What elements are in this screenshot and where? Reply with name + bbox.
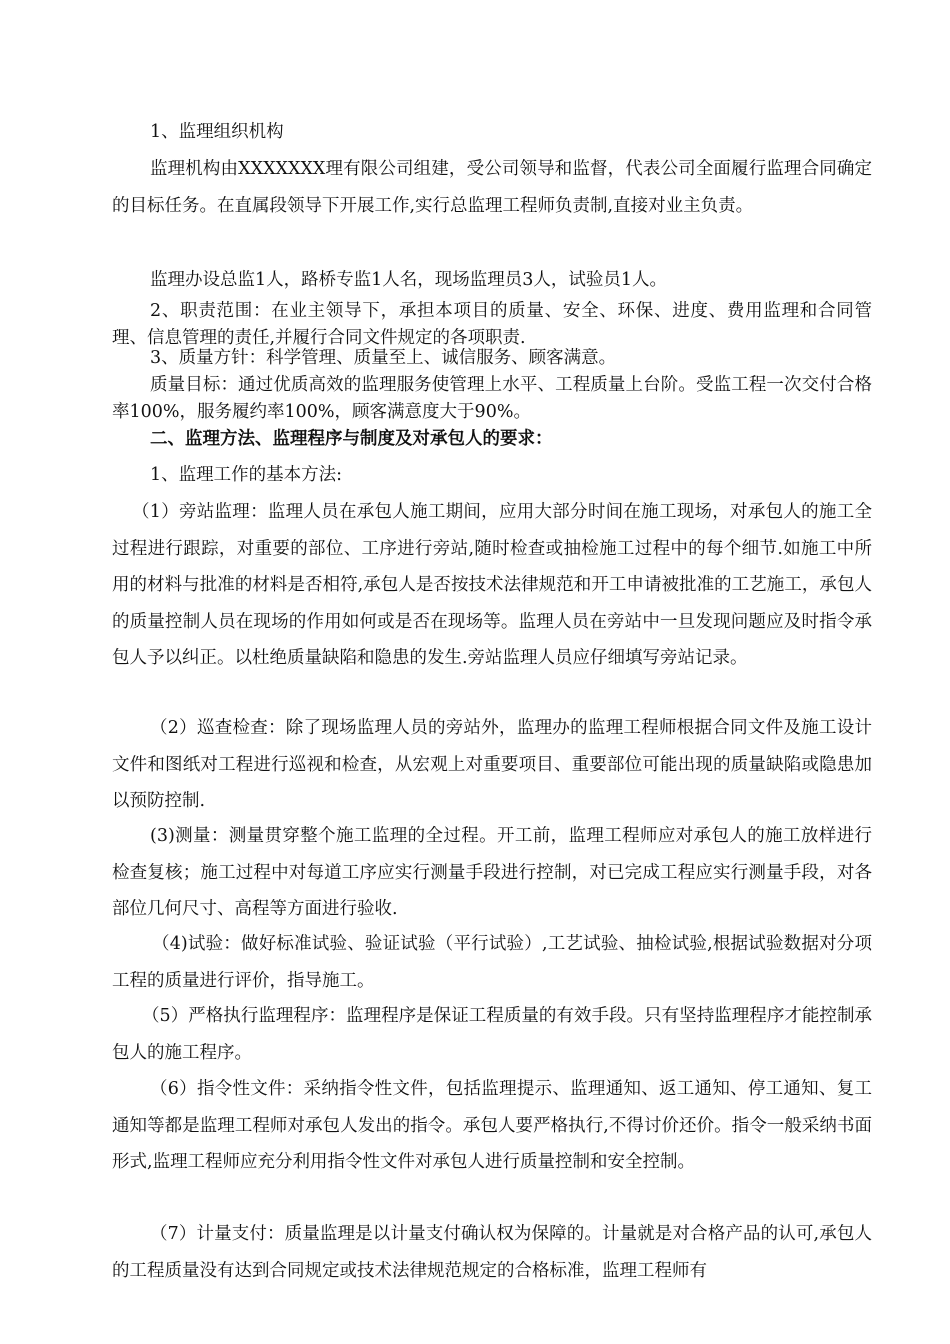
subheading-basic-methods: 1、监理工作的基本方法:: [150, 465, 343, 485]
paragraph-testing: （4)试验：做好标准试验、验证试验（平行试验）,工艺试验、抽检试验,根据试验数据对分项工程的质量进行评价，指导施工。: [112, 934, 872, 991]
paragraph-measurement-payment: （7）计量支付：质量监理是以计量支付确认权为保障的。计量就是对合格产品的认可,承包人的工程质量没有达到合同规定或技术法律规范规定的合格标准，监理工程师有: [112, 1224, 872, 1281]
paragraph-directives: （6）指令性文件：采纳指令性文件，包括监理提示、监理通知、返工通知、停工通知、复工通知等都是监理工程师对承包人发出的指令。承包人要严格执行,不得讨价还价。指令一般采纳书面形式,监理工程师应充分利用指令性文件对承包人进行质量控制和安全控制。: [112, 1079, 872, 1172]
paragraph-responsibilities: 2、职责范围：在业主领导下，承担本项目的质量、安全、环保、进度、费用监理和合同管理、信息管理的责任,并履行合同文件规定的各项职责.: [112, 301, 872, 348]
paragraph-survey: (3)测量：测量贯穿整个施工监理的全过程。开工前，监理工程师应对承包人的施工放样进行检查复核；施工过程中对每道工序应实行测量手段进行控制，对已完成工程应实行测量手段，对各部位几何尺寸、高程等方面进行验收.: [112, 826, 872, 919]
heading-organization: 1、监理组织机构: [150, 122, 284, 142]
paragraph-staffing: 监理办设总监1人，路桥专监1人名，现场监理员3人，试验员1人。: [150, 270, 668, 290]
paragraph-quality-policy: 3、质量方针：科学管理、质量至上、诚信服务、顾客满意。: [150, 348, 617, 368]
paragraph-quality-goals: 质量目标：通过优质高效的监理服务使管理上水平、工程质量上台阶。受监工程一次交付合格率100%，服务履约率100%，顾客满意度大于90%。: [112, 375, 872, 422]
section-heading-methods: 二、监理方法、监理程序与制度及对承包人的要求：: [150, 429, 553, 449]
paragraph-side-station: （1）旁站监理：监理人员在承包人施工期间，应用大部分时间在施工现场，对承包人的施工全过程进行跟踪，对重要的部位、工序进行旁站,随时检查或抽检施工过程中的每个细节.如施工中所用的材料与批准的材料是否相符,承包人是否按技术法律规范和开工申请被批准的工艺施工，承包人的质量控制人员在现场的作用如何或是否在现场等。监理人员在旁站中一旦发现问题应及时指令承包人予以纠正。以杜绝质量缺陷和隐患的发生.旁站监理人员应仔细填写旁站记录。: [112, 502, 872, 668]
paragraph-organization: 监理机构由XXXXXXX理有限公司组建，受公司领导和监督，代表公司全面履行监理合同确定的目标任务。在直属段领导下开展工作,实行总监理工程师负责制,直接对业主负责。: [112, 159, 872, 216]
paragraph-inspection: （2）巡查检查：除了现场监理人员的旁站外，监理办的监理工程师根据合同文件及施工设计文件和图纸对工程进行巡视和检查，从宏观上对重要项目、重要部位可能出现的质量缺陷或隐患加以预防控制.: [112, 718, 872, 811]
paragraph-procedure: （5）严格执行监理程序：监理程序是保证工程质量的有效手段。只有坚持监理程序才能控制承包人的施工程序。: [112, 1006, 872, 1063]
